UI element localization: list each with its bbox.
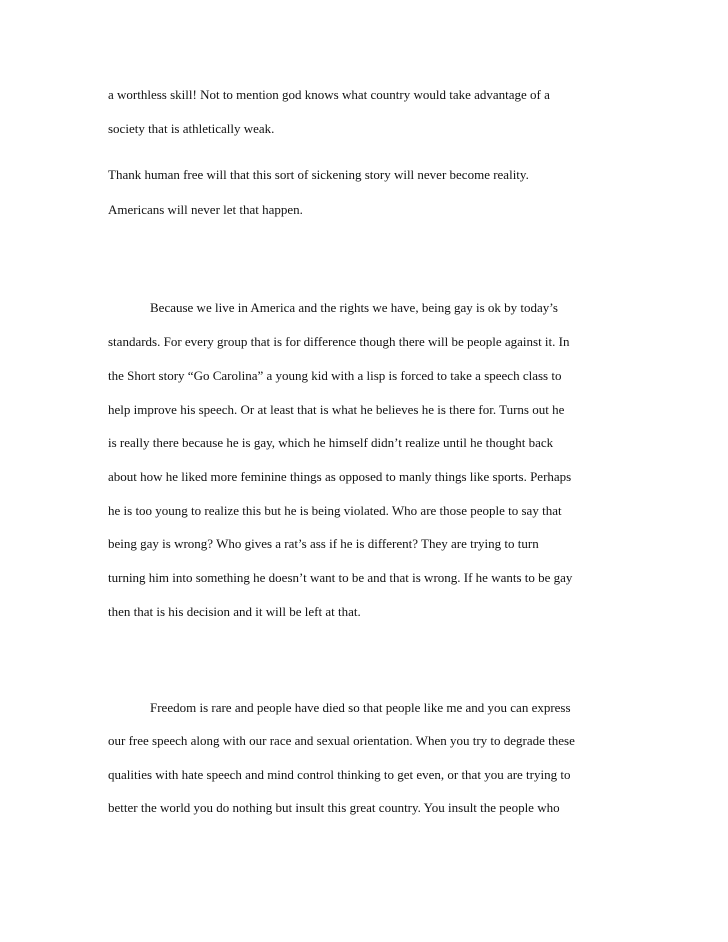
- text-line: help improve his speech. Or at least that is what he believes he is there for. Turns out he: [108, 402, 565, 417]
- text-line: Freedom is rare and people have died so that people like me and you can express: [150, 700, 571, 715]
- text-line: then that is his decision and it will be left at that.: [108, 604, 361, 619]
- text-line: standards. For every group that is for difference though there will be people against it. In: [108, 334, 570, 349]
- text-line: Thank human free will that this sort of sickening story will never become reality.: [108, 167, 529, 182]
- text-line: qualities with hate speech and mind control thinking to get even, or that you are trying to: [108, 767, 571, 782]
- text-line: society that is athletically weak.: [108, 121, 275, 136]
- text-line: about how he liked more feminine things as opposed to manly things like sports. Perhaps: [108, 469, 572, 484]
- text-line: Americans will never let that happen.: [108, 202, 303, 217]
- text-line: is really there because he is gay, which he himself didn’t realize until he thought back: [108, 435, 554, 450]
- text-line: he is too young to realize this but he is being violated. Who are those people to say that: [108, 503, 562, 518]
- text-line: Because we live in America and the rights we have, being gay is ok by today’s: [150, 300, 558, 315]
- text-line: better the world you do nothing but insult this great country. You insult the people who: [108, 800, 560, 815]
- text-line: a worthless skill! Not to mention god knows what country would take advantage of a: [108, 87, 550, 102]
- text-line: the Short story “Go Carolina” a young kid with a lisp is forced to take a speech class to: [108, 368, 562, 383]
- text-line: being gay is wrong? Who gives a rat’s ass if he is different? They are trying to turn: [108, 536, 539, 551]
- text-line: turning him into something he doesn’t want to be and that is wrong. If he wants to be gay: [108, 570, 573, 585]
- text-line: our free speech along with our race and sexual orientation. When you try to degrade these: [108, 733, 575, 748]
